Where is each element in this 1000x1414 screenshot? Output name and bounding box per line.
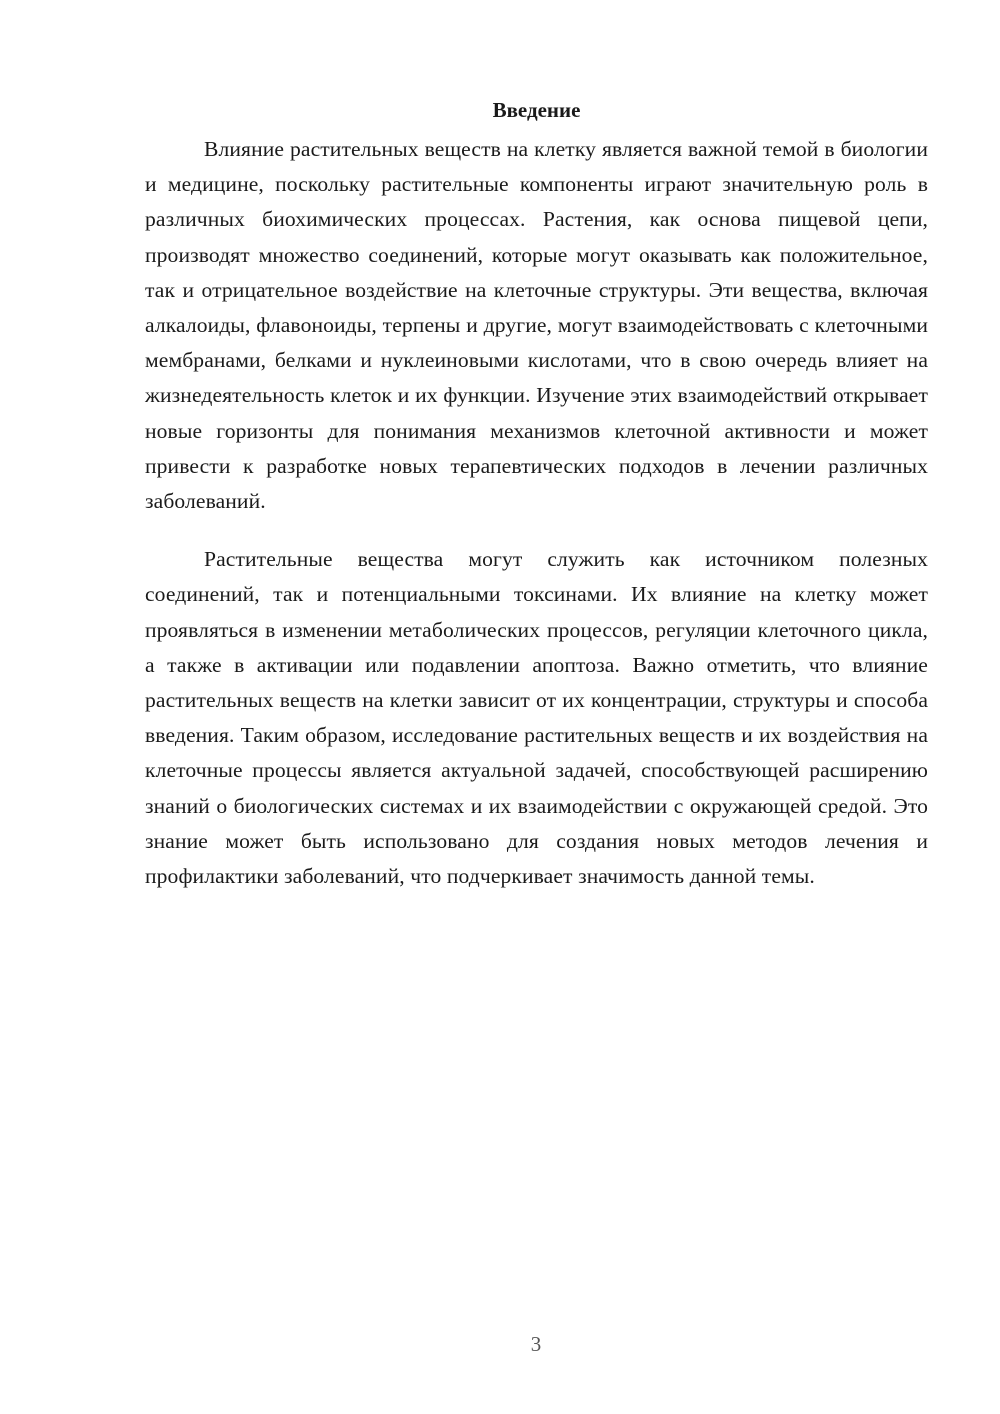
- section-title: Введение: [492, 98, 581, 122]
- paragraph: Растительные вещества могут служить как источником полезных соединений, так и потенциальными токсинами. Их влияние на клетку может проявляться в изменении метаболических процессов, регуляции клеточного цикла, а также в активации или подавлении апоптоза. Важно отметить, что влияние растительных веществ на клетки зависит от их концентрации, структуры и способа введения. Таким образом, исследование растительных веществ и их воздействия на клеточные процессы является актуальной задачей, способствующей расширению знаний о биологических системах и их взаимодействии с окружающей средой. Это знание может быть использовано для создания новых методов лечения и профилактики заболеваний, что подчеркивает значимость данной темы.: [145, 547, 928, 889]
- page-number: 3: [530, 1332, 542, 1356]
- page-content: [145, 92, 928, 894]
- paragraph: Влияние растительных веществ на клетку является важной темой в биологии и медицине, поскольку растительные компоненты играют значительную роль в различных биохимических процессах. Растения, как основа пищевой цепи, производят множество соединений, которые могут оказывать как положительное, так и отрицательное воздействие на клеточные структуры. Эти вещества, включая алкалоиды, флавоноиды, терпены и другие, могут взаимодействовать с клеточными мембранами, белками и нуклеиновыми кислотами, что в свою очередь влияет на жизнедеятельность клеток и их функции. Изучение этих взаимодействий открывает новые горизонты для понимания механизмов клеточной активности и может привести к разработке новых терапевтических подходов в лечении различных заболеваний.: [145, 137, 928, 514]
